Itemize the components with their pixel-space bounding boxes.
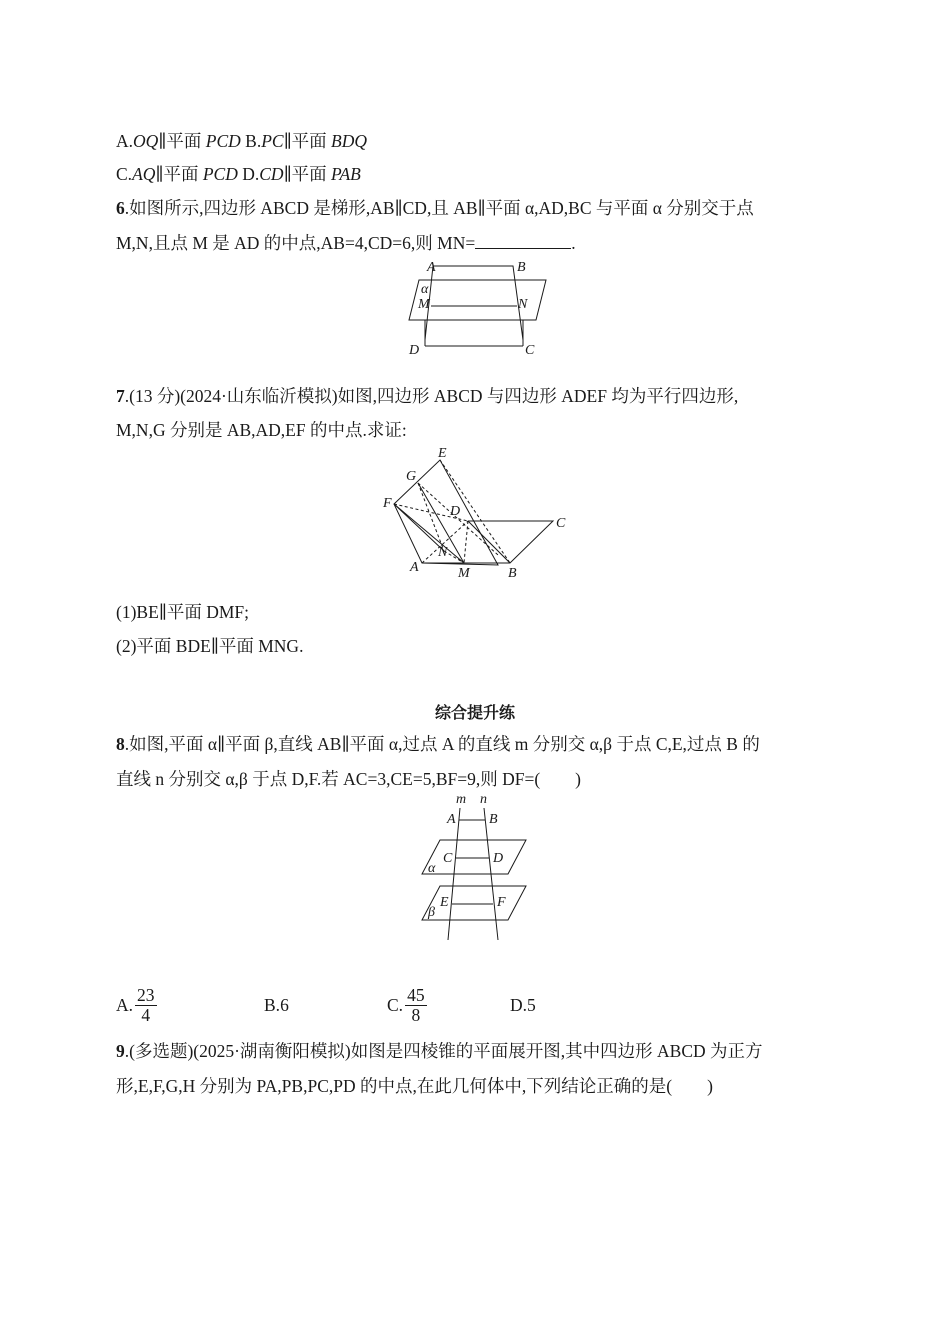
q8-option-c[interactable] [387,983,427,1027]
label-b: B [489,812,498,827]
q5-options-row-1 [116,129,367,153]
label-m: m [456,792,467,807]
label-b: B [508,566,517,581]
label-alpha: α [428,861,436,876]
option-d-expr: CD [259,164,284,184]
hidden-gn [418,483,444,551]
q9-text-2: 形,E,F,G,H 分别为 PA,PB,PC,PD 的中点,在此几何体中,下列结论正确的是( ) [116,1076,713,1096]
plane-alpha [422,840,526,874]
q6-number: 6 [116,198,125,218]
option-c-name: PCD [202,164,238,184]
q8-number: 8 [116,734,125,754]
label-a: A [427,260,436,275]
q5-options-row-2 [116,162,361,186]
q6-text-2-end: . [571,233,576,253]
denominator: 4 [141,1004,151,1025]
label-a: A [447,812,456,827]
fraction [405,986,427,1025]
q8-figure [418,790,538,945]
fraction [135,986,157,1025]
option-c-label: C. [116,164,133,184]
q8-line-1 [116,732,760,756]
option-b-rel: ∥ [283,131,292,151]
label-g: G [406,469,417,484]
q6-figure [405,256,555,360]
label-f: F [497,895,506,910]
label-e: E [438,446,447,461]
option-label: C. [387,994,404,1015]
answer-blank[interactable] [475,230,571,249]
label-n: N [438,545,448,560]
option-a-rel: ∥ [158,131,167,151]
label-c: C [556,516,566,531]
q9-text-1: .(多选题)(2025·湖南衡阳模拟)如图是四棱锥的平面展开图,其中四边形 ABCD 为正方 [124,1041,763,1061]
q6-text-2: M,N,且点 M 是 AD 的中点,AB=4,CD=6,则 MN= [116,233,476,253]
q7-line-1 [116,384,738,408]
plane-beta [422,886,526,920]
denominator: 8 [411,1004,421,1025]
option-c-expr: AQ [132,164,156,184]
segment-db [468,521,510,563]
option-a-label: A. [116,131,134,151]
label-f: F [383,496,392,511]
option-b-plane: 平面 [291,131,327,151]
option-b-label: B. [245,131,262,151]
q7-part-2: (2)平面 BDE∥平面 MNG. [116,636,304,656]
label-d: D [409,343,420,358]
label-m: M [418,297,430,312]
q7-line-2 [116,418,407,442]
option-a-expr: OQ [133,131,159,151]
label-n: N [518,297,528,312]
label-e: E [440,895,449,910]
option-value: 5 [527,994,536,1015]
option-a-plane: 平面 [166,131,202,151]
option-label: B. [264,994,281,1015]
label-n: n [480,792,487,807]
segment-f-n [394,504,444,551]
q7-text-2: M,N,G 分别是 AB,AD,EF 的中点.求证: [116,420,407,440]
option-a-name: PCD [205,131,241,151]
option-d-plane: 平面 [291,164,327,184]
label-c: C [443,851,453,866]
q8-option-d[interactable] [510,983,536,1027]
option-value: 6 [280,994,289,1015]
option-c-rel: ∥ [155,164,164,184]
q8-option-a[interactable] [116,983,157,1027]
q6-text-1: .如图所示,四边形 ABCD 是梯形,AB∥CD,且 AB∥平面 α,AD,BC 与平面 α 分别交于点 [124,198,754,218]
q8-line-2 [116,767,581,791]
q7-text-1: .(13 分)(2024·山东临沂模拟)如图,四边形 ABCD 与四边形 ADEF 均为平行四边形, [124,386,739,406]
label-m: M [458,566,470,581]
option-c-plane: 平面 [163,164,199,184]
label-d: D [493,851,504,866]
q9-line-1 [116,1039,763,1063]
q6-line-1 [116,196,754,220]
label-alpha: α [421,282,429,297]
q8-text-2: 直线 n 分别交 α,β 于点 D,F.若 AC=3,CE=5,BF=9,则 DF=( ) [116,769,581,789]
q7-part-1: (1)BE∥平面 DMF; [116,602,250,622]
q8-text-1: .如图,平面 α∥平面 β,直线 AB∥平面 α,过点 A 的直线 m 分别交 α,β 于点 C,E,过点 B 的 [124,734,760,754]
numerator: 45 [407,984,425,1005]
label-a: A [410,560,419,575]
q9-line-2 [116,1074,713,1098]
option-b-name: BDQ [331,131,368,151]
q7-number: 7 [116,386,125,406]
q6-line-2 [116,230,576,255]
label-beta: β [428,905,435,920]
label-d: D [450,504,461,519]
section-title: 综合提升练 [434,703,515,722]
option-d-rel: ∥ [283,164,292,184]
q7-figure [378,443,578,583]
label-c: C [525,343,535,358]
option-label: D. [510,994,528,1015]
option-b-expr: PC [261,131,284,151]
numerator: 23 [137,984,155,1005]
trapezoid-upper [425,266,523,340]
q9-number: 9 [116,1041,125,1061]
option-label: A. [116,994,134,1015]
option-d-name: PAB [331,164,361,184]
label-b: B [517,260,526,275]
option-d-label: D. [242,164,260,184]
q8-option-b[interactable] [264,983,289,1027]
